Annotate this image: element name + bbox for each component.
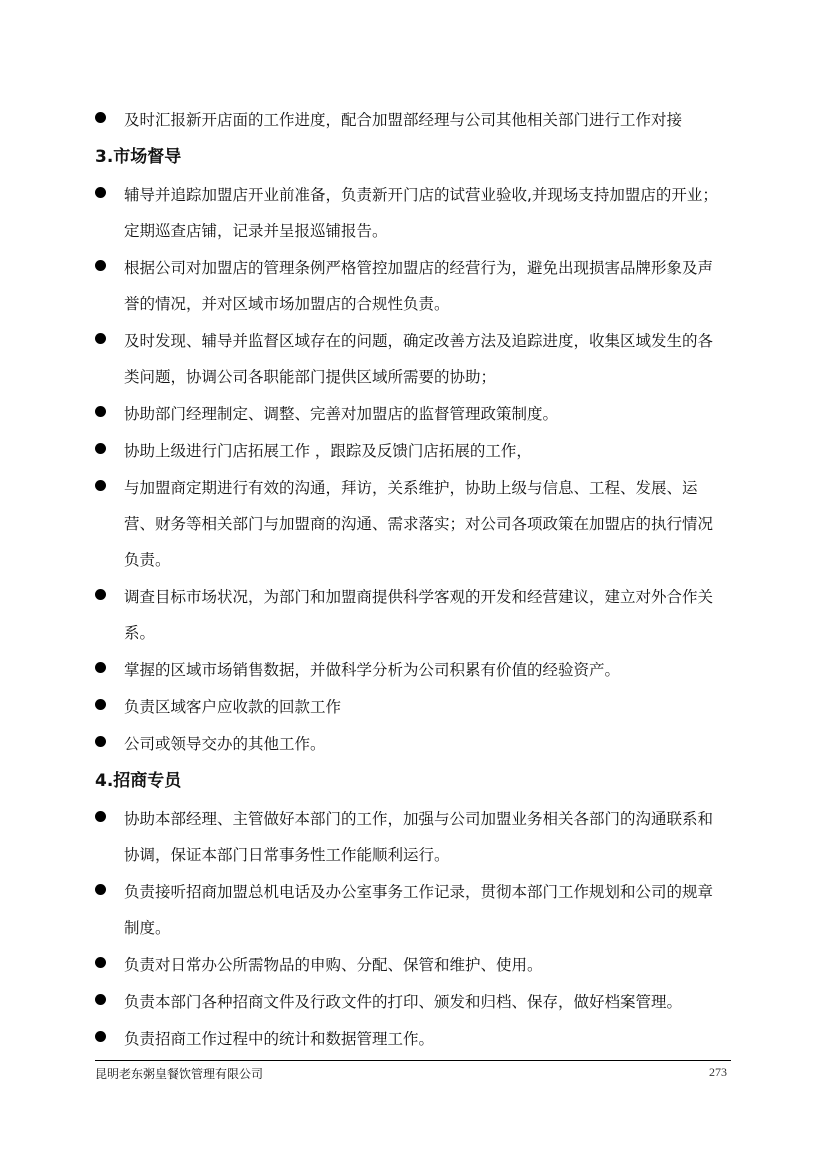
bullet-list-item — [0, 579, 827, 651]
bullet-text: 负责招商工作过程中的统计和数据管理工作。 — [124, 1030, 435, 1048]
bullet-text: 负责区域客户应收款的回款工作 — [124, 698, 342, 716]
bullet-text: 负责接听招商加盟总机电话及办公室事务工作记录，贯彻本部门工作规划和公司的规章制度。 — [124, 883, 714, 937]
bullet-list-item — [0, 984, 827, 1020]
bullet-list-item — [0, 470, 827, 578]
bullet-list-item — [0, 177, 827, 249]
bullet-dot-icon — [95, 112, 106, 123]
bullet-list-item — [0, 250, 827, 322]
bullet-dot-icon — [95, 480, 106, 491]
bullet-text: 负责对日常办公所需物品的申购、分配、保管和维护、使用。 — [124, 956, 543, 974]
bullet-list-item — [0, 801, 827, 873]
bullet-text: 负责本部门各种招商文件及行政文件的打印、颁发和归档、保存，做好档案管理。 — [124, 993, 683, 1011]
bullet-dot-icon — [95, 406, 106, 417]
bullet-dot-icon — [95, 1031, 106, 1042]
bullet-dot-icon — [95, 662, 106, 673]
bullet-text: 调查目标市场状况，为部门和加盟商提供科学客观的开发和经营建议，建立对外合作关系。 — [124, 588, 714, 642]
bullet-text: 掌握的区域市场销售数据，并做科学分析为公司积累有价值的经验资产。 — [124, 661, 621, 679]
bullet-dot-icon — [95, 736, 106, 747]
bullet-text: 及时发现、辅导并监督区域存在的问题，确定改善方法及追踪进度，收集区域发生的各类问题，协调公司各职能部门提供区域所需要的协助； — [124, 332, 714, 386]
document-body — [0, 102, 827, 1058]
section-heading: 3.市场督导 — [95, 147, 182, 167]
bullet-text: 及时汇报新开店面的工作进度，配合加盟部经理与公司其他相关部门进行工作对接 — [124, 111, 683, 129]
bullet-dot-icon — [95, 884, 106, 895]
bullet-list-item — [0, 1021, 827, 1057]
section-heading: 4.招商专员 — [95, 771, 182, 791]
bullet-text: 公司或领导交办的其他工作。 — [124, 735, 326, 753]
bullet-text: 辅导并追踪加盟店开业前准备，负责新开门店的试营业验收,并现场支持加盟店的开业；定期巡查店铺，记录并呈报巡铺报告。 — [124, 186, 718, 240]
bullet-text: 根据公司对加盟店的管理条例严格管控加盟店的经营行为，避免出现损害品牌形象及声誉的情况，并对区域市场加盟店的合规性负责。 — [124, 259, 714, 313]
bullet-list-item — [0, 396, 827, 432]
bullet-list-item — [0, 947, 827, 983]
bullet-dot-icon — [95, 187, 106, 198]
bullet-dot-icon — [95, 333, 106, 344]
bullet-text: 协助上级进行门店拓展工作 ，跟踪及反馈门店拓展的工作， — [124, 442, 532, 460]
footer-page-number: 273 — [709, 1065, 727, 1079]
footer-divider — [95, 1060, 731, 1061]
footer-company-name: 昆明老东粥皇餐饮管理有限公司 — [95, 1067, 264, 1081]
bullet-list-item — [0, 726, 827, 762]
bullet-text: 与加盟商定期进行有效的沟通，拜访，关系维护，协助上级与信息、工程、发展、运营、财务等相关部门与加盟商的沟通、需求落实；对公司各项政策在加盟店的执行情况负责。 — [124, 479, 714, 569]
bullet-list-item — [0, 323, 827, 395]
bullet-list-item — [0, 652, 827, 688]
bullet-dot-icon — [95, 699, 106, 710]
bullet-dot-icon — [95, 443, 106, 454]
bullet-list-item — [0, 102, 827, 138]
bullet-list-item — [0, 433, 827, 469]
bullet-list-item — [0, 689, 827, 725]
bullet-dot-icon — [95, 260, 106, 271]
bullet-text: 协助部门经理制定、调整、完善对加盟店的监督管理政策制度。 — [124, 405, 559, 423]
bullet-dot-icon — [95, 811, 106, 822]
bullet-dot-icon — [95, 994, 106, 1005]
bullet-text: 协助本部经理、主管做好本部门的工作，加强与公司加盟业务相关各部门的沟通联系和协调，保证本部门日常事务性工作能顺利运行。 — [124, 810, 714, 864]
bullet-list-item — [0, 874, 827, 946]
bullet-dot-icon — [95, 957, 106, 968]
bullet-dot-icon — [95, 589, 106, 600]
